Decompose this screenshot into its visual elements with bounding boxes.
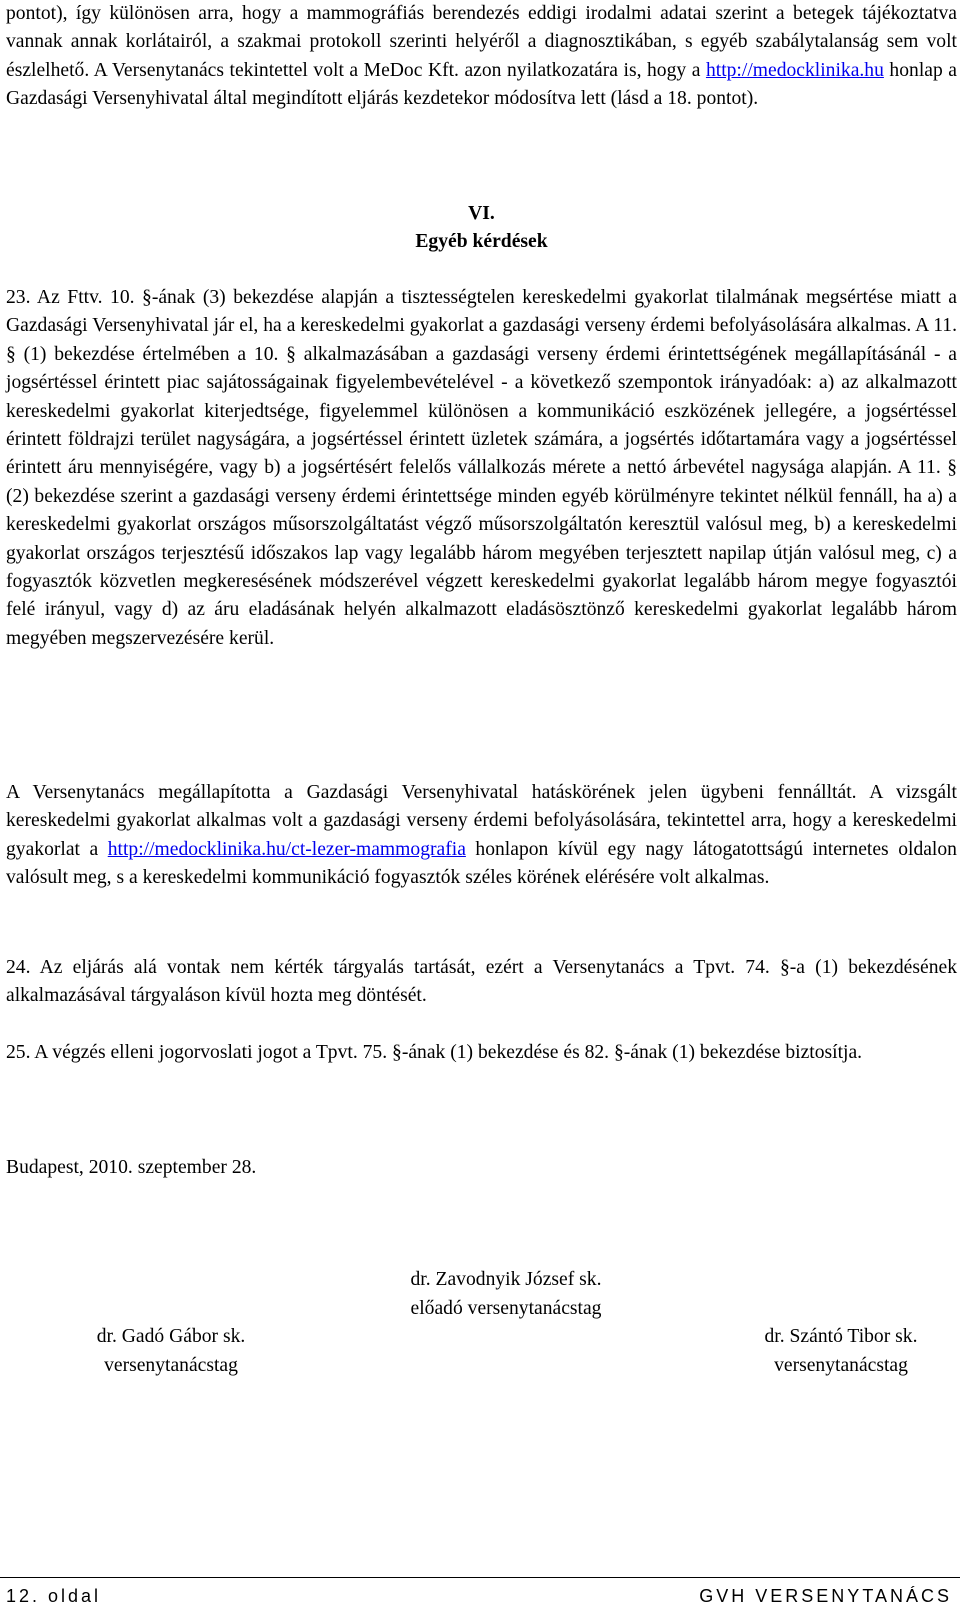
section-title: Egyéb kérdések	[415, 231, 548, 252]
signature-role: előadó versenytanácstag	[410, 1298, 602, 1319]
paragraph-versenytanacs	[6, 779, 957, 893]
signature-role: versenytanácstag	[774, 1355, 908, 1376]
paragraph-text: A Versenytanács megállapította a Gazdasági Versenyhivatal hatáskörének jelen ügybeni fennálltát. A vizsgált kereskedelmi gyakorlat alkalmas volt a gazdasági verseny érdemi befolyásolására, tekintettel arra, hogy a kereskedelmi gyakorlat a	[6, 782, 957, 860]
footer-page-number: 12. oldal	[6, 1586, 102, 1606]
medocklinika-link[interactable]: http://medocklinika.hu	[705, 59, 884, 81]
footer-divider	[0, 1577, 960, 1578]
signature-role: versenytanácstag	[104, 1355, 238, 1376]
paragraph-25: 25. A végzés elleni jogorvoslati jogot a Tpvt. 75. §-ának (1) bekezdése és 82. §-ának (1) bekezdése biztosítja.	[6, 1042, 863, 1063]
paragraph-text: pontot), így különösen arra, hogy a mammográfiás berendezés eddigi irodalmi adatai szerint a betegek tájékoztatva vannak annak korlátairól, a szakmai protokoll szerinti helyéről a diagnosztikában, s egyéb szabálytalanság sem volt észlelhető. A Versenytanács tekintettel volt a MeDoc Kft. azon nyilatkozatára is, hogy a	[6, 3, 957, 81]
date-line: Budapest, 2010. szeptember 28.	[6, 1157, 257, 1178]
signature-name: dr. Zavodnyik József sk.	[410, 1269, 602, 1290]
signature-name: dr. Gadó Gábor sk.	[96, 1326, 246, 1347]
paragraph-continued	[6, 0, 957, 114]
paragraph-23: 23. Az Fttv. 10. §-ának (3) bekezdése alapján a tisztességtelen kereskedelmi gyakorlat tilalmának megsértése miatt a Gazdasági Versenyhivatal jár el, ha a kereskedelmi gyakorlat a gazdasági verseny érdemi befolyásolására alkalmas. A 11. § (1) bekezdése értelmében a 10. § alkalmazásában a gazdasági verseny érdemi érintettségének megállapításánál - a jogsértéssel érintett piac sajátosságainak figyelembevételével - a következő szempontok irányadóak: a) az alkalmazott kereskedelmi gyakorlat kiterjedtsége, figyelemmel különösen a kommunikáció eszközének jellegére, a jogsértéssel érintett földrajzi terület nagyságára, a jogsértéssel érintett üzletek számára, a jogsértés időtartamára vagy a jogsértéssel érintett áru mennyiségére, vagy b) a jogsértésért felelős vállalkozás mérete a nettó árbevétel nagysága alapján. A 11. § (2) bekezdése szerint a gazdasági verseny érdemi érintettsége minden egyéb körülményre tekintet nélkül fennáll, ha a) a kereskedelmi gyakorlat országos műsorszolgáltatást végző műsorszolgáltatón keresztül valósul meg, b) a kereskedelmi gyakorlat országos terjesztésű időszakos lap vagy legalább három megyében terjesztett napilap útján valósul meg, c) a fogyasztók közvetlen megkeresésének módszerével végzett kereskedelmi gyakorlat legalább három megye fogyasztói felé irányul, vagy d) az áru eladásának helyén alkalmazott eladásösztönző kereskedelmi gyakorlat legalább három megyében megszervezésére kerül.	[6, 287, 957, 649]
paragraph-text: honlapon kívül egy nagy látogatottságú internetes oldalon valósult meg, s a kereskedelmi kommunikáció fogyasztók széles körének elérésére volt alkalmas.	[6, 838, 957, 889]
paragraph-text: honlap a Gazdasági Versenyhivatal által megindított eljárás kezdetekor módosítva lett (lásd a 18. pontot).	[6, 59, 957, 110]
section-number: VI.	[468, 203, 495, 224]
signature-left	[56, 1322, 286, 1380]
paragraph-24: 24. Az eljárás alá vontak nem kérték tárgyalás tartását, ezért a Versenytanács a Tpvt. 74. §-a (1) bekezdésének alkalmazásával tárgyaláson kívül hozta meg döntését.	[6, 957, 957, 1007]
signature-center	[376, 1265, 636, 1323]
mammografia-link[interactable]: http://medocklinika.hu/ct-lezer-mammografia	[107, 838, 466, 860]
signature-name: dr. Szántó Tibor sk.	[764, 1326, 918, 1347]
signature-right	[726, 1322, 956, 1380]
footer-org: GVH VERSENYTANÁCS	[699, 1586, 952, 1606]
